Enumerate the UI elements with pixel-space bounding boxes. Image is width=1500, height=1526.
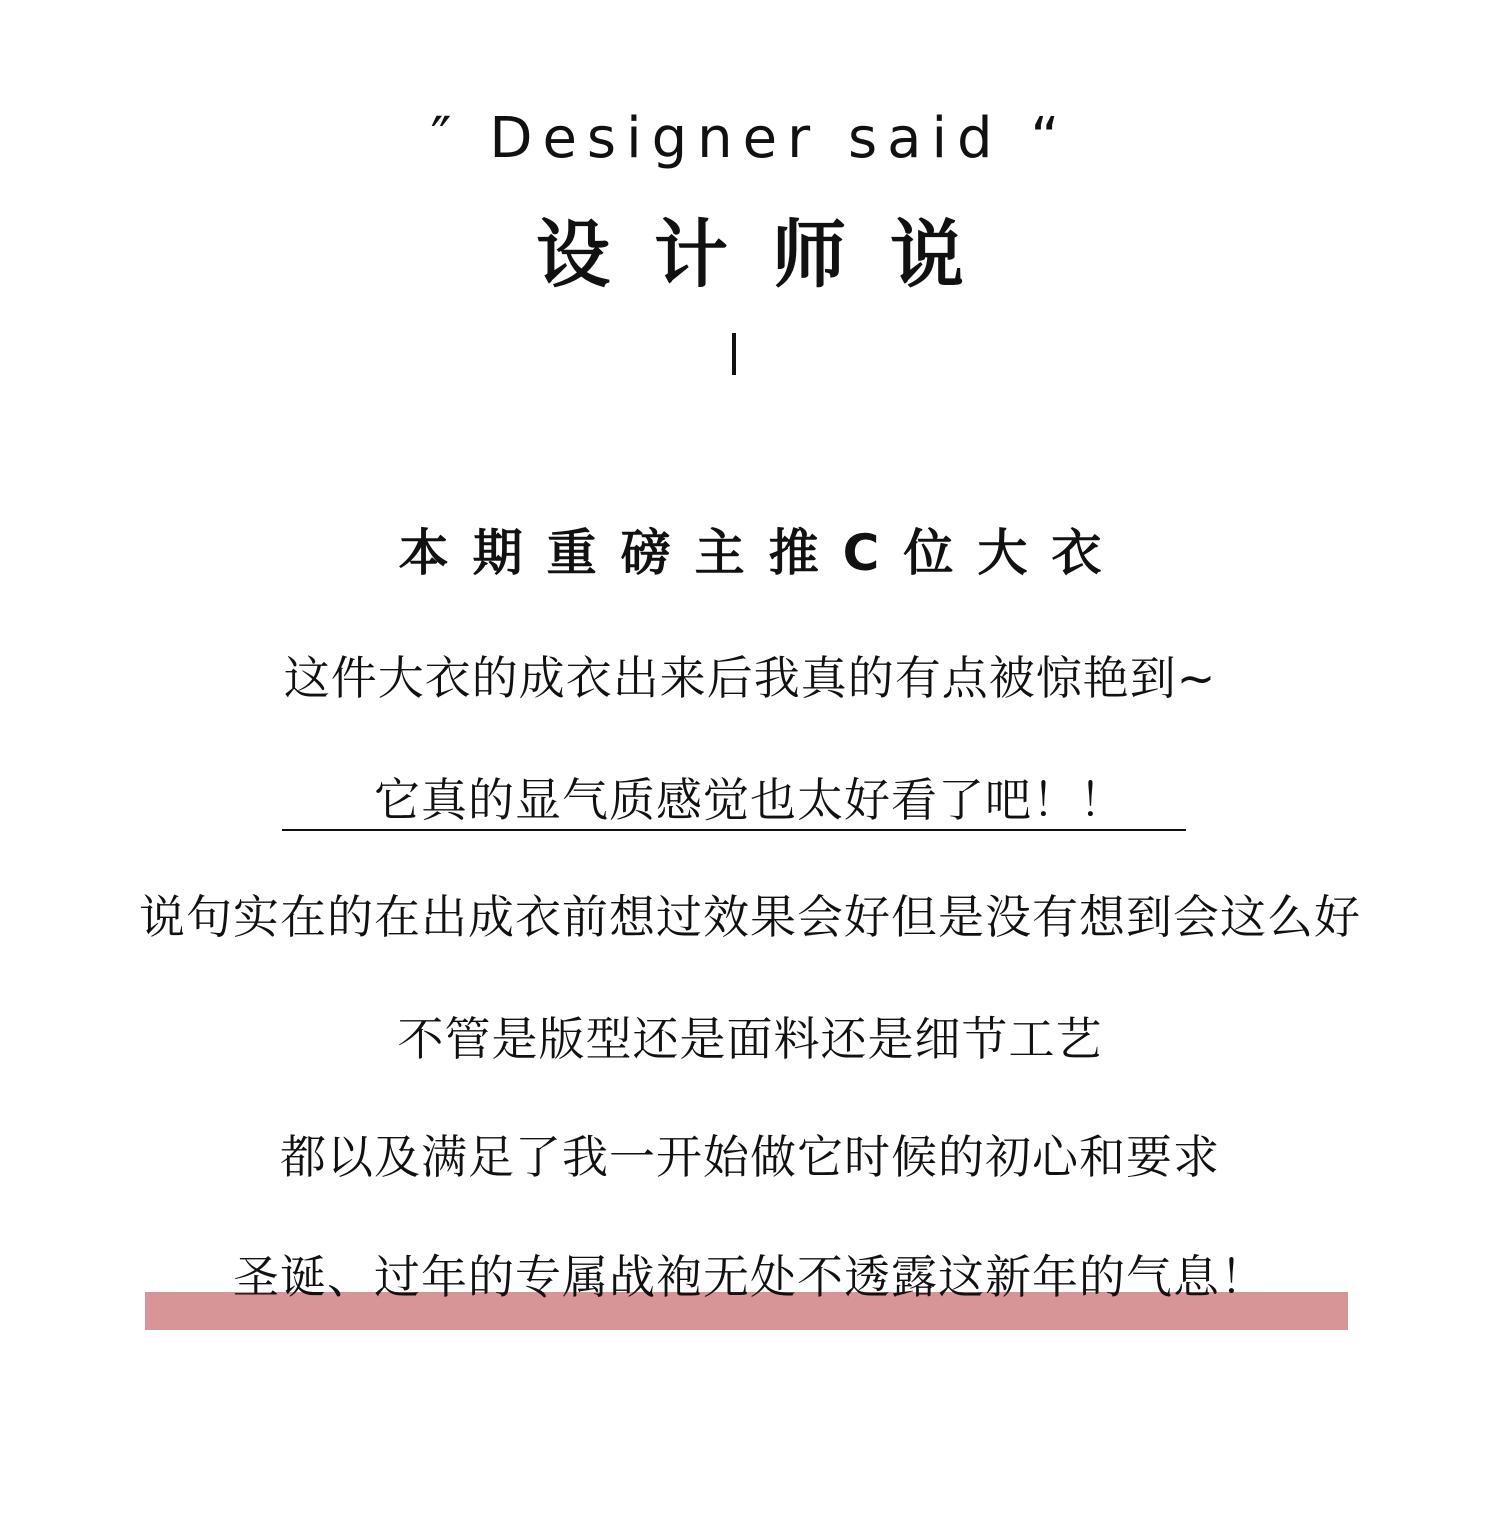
body-line-2: 它真的显气质感觉也太好看了吧！！ <box>374 773 1126 827</box>
english-heading: ″ Designer said “ <box>430 106 1070 171</box>
body-line-1: 这件大衣的成衣出来后我真的有点被惊艳到~ <box>283 651 1217 705</box>
body-line-5: 都以及满足了我一开始做它时候的初心和要求 <box>280 1130 1220 1184</box>
body-line-6: 圣诞、过年的专属战袍无处不透露这新年的气息！ <box>233 1250 1267 1304</box>
body-line-4: 不管是版型还是面料还是细节工艺 <box>397 1012 1103 1066</box>
chinese-heading: 设计师说 <box>536 212 1008 298</box>
body-line-3: 说句实在的在出成衣前想过效果会好但是没有想到会这么好 <box>139 890 1361 944</box>
subheadline: 本期重磅主推C位大衣 <box>398 524 1126 582</box>
underline-rule <box>282 829 1186 831</box>
vertical-divider <box>732 333 736 375</box>
